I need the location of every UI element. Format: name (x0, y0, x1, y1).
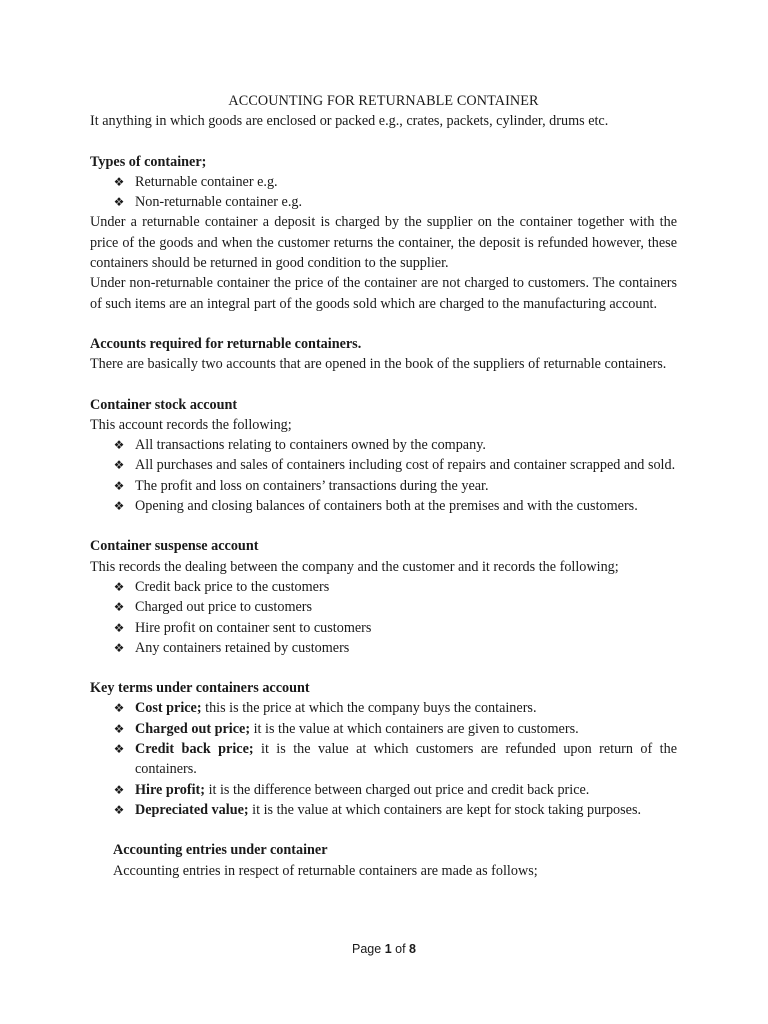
list-item: ❖ Non-returnable container e.g. (90, 192, 677, 212)
diamond-bullet-icon: ❖ (113, 640, 125, 655)
page-footer (0, 942, 768, 956)
list-item: ❖ Charged out price to customers (90, 597, 677, 617)
suspense-intro: This records the dealing between the company and the customer and it records the following; (90, 558, 619, 575)
diamond-bullet-icon: ❖ (113, 600, 125, 615)
keyterms-heading: Key terms under containers account (90, 680, 310, 697)
diamond-bullet-icon: ❖ (113, 174, 125, 189)
list-item: ❖ Hire profit on container sent to customers (90, 618, 677, 638)
list-item: ❖ The profit and loss on containers’ transactions during the year. (90, 476, 677, 496)
list-item: ❖ Any containers retained by customers (90, 638, 677, 658)
non-returnable-paragraph: Under non-returnable container the price of the container are not charged to customers. The containers of such items are an integral part of the goods sold which are charged to the manufacturing account. (90, 275, 677, 312)
entries-text: Accounting entries in respect of returnable containers are made as follows; (113, 862, 538, 879)
page-title: ACCOUNTING FOR RETURNABLE CONTAINER (228, 93, 539, 109)
suspense-list (90, 577, 677, 658)
list-item: ❖ Depreciated value; it is the value at which containers are kept for stock taking purposes. (90, 800, 677, 820)
list-item: ❖ Cost price; this is the price at which the company buys the containers. (90, 698, 677, 718)
page-current: 1 (384, 942, 392, 956)
list-item: ❖ Credit back price to the customers (90, 577, 677, 597)
types-list (90, 172, 677, 213)
accounts-heading: Accounts required for returnable containers. (90, 335, 362, 352)
intro-text: It anything in which goods are enclosed or packed e.g., crates, packets, cylinder, drums etc. (90, 113, 609, 130)
list-item: ❖ Credit back price; it is the value at which customers are refunded upon return of the containers. (113, 741, 677, 778)
diamond-bullet-icon: ❖ (113, 478, 125, 493)
diamond-bullet-icon: ❖ (113, 499, 125, 514)
diamond-bullet-icon: ❖ (113, 195, 125, 210)
diamond-bullet-icon: ❖ (113, 802, 125, 817)
page-total: 8 (409, 942, 416, 956)
term-label: Charged out price; (135, 720, 251, 737)
list-item: ❖ All purchases and sales of containers including cost of repairs and container scrapped and sold. (90, 455, 677, 475)
page-label: Page (352, 942, 382, 956)
diamond-bullet-icon: ❖ (113, 782, 125, 797)
diamond-bullet-icon: ❖ (113, 579, 125, 594)
document-body (90, 91, 677, 881)
diamond-bullet-icon: ❖ (113, 742, 125, 757)
list-item: ❖ Hire profit; it is the difference between charged out price and credit back price. (90, 780, 677, 800)
page-of: of (395, 942, 406, 956)
accounts-text: There are basically two accounts that are opened in the book of the suppliers of returnable containers. (90, 356, 667, 373)
term-label: Depreciated value; (135, 801, 249, 818)
diamond-bullet-icon: ❖ (113, 701, 125, 716)
suspense-heading: Container suspense account (90, 538, 259, 555)
stock-heading: Container stock account (90, 396, 238, 413)
list-item: ❖ All transactions relating to containers owned by the company. (90, 435, 677, 455)
diamond-bullet-icon: ❖ (113, 458, 125, 473)
stock-intro: This account records the following; (90, 416, 292, 433)
diamond-bullet-icon: ❖ (113, 438, 125, 453)
returnable-paragraph: Under a returnable container a deposit is charged by the supplier on the container together with the price of the goods and when the customer returns the container, the deposit is refunded however, these containers should be returned in good condition to the supplier. (90, 214, 677, 272)
term-label: Credit back price; (135, 741, 254, 758)
term-label: Cost price; (135, 700, 202, 717)
diamond-bullet-icon: ❖ (113, 620, 125, 635)
stock-list (90, 435, 677, 516)
entries-heading: Accounting entries under container (113, 842, 328, 859)
list-item: ❖ Charged out price; it is the value at which containers are given to customers. (90, 719, 677, 739)
list-item: ❖ Returnable container e.g. (90, 172, 677, 192)
term-label: Hire profit; (135, 781, 206, 798)
list-item: ❖ Opening and closing balances of containers both at the premises and with the customers. (90, 496, 677, 516)
diamond-bullet-icon: ❖ (113, 721, 125, 736)
types-heading: Types of container; (90, 153, 207, 170)
keyterms-list (90, 698, 677, 820)
